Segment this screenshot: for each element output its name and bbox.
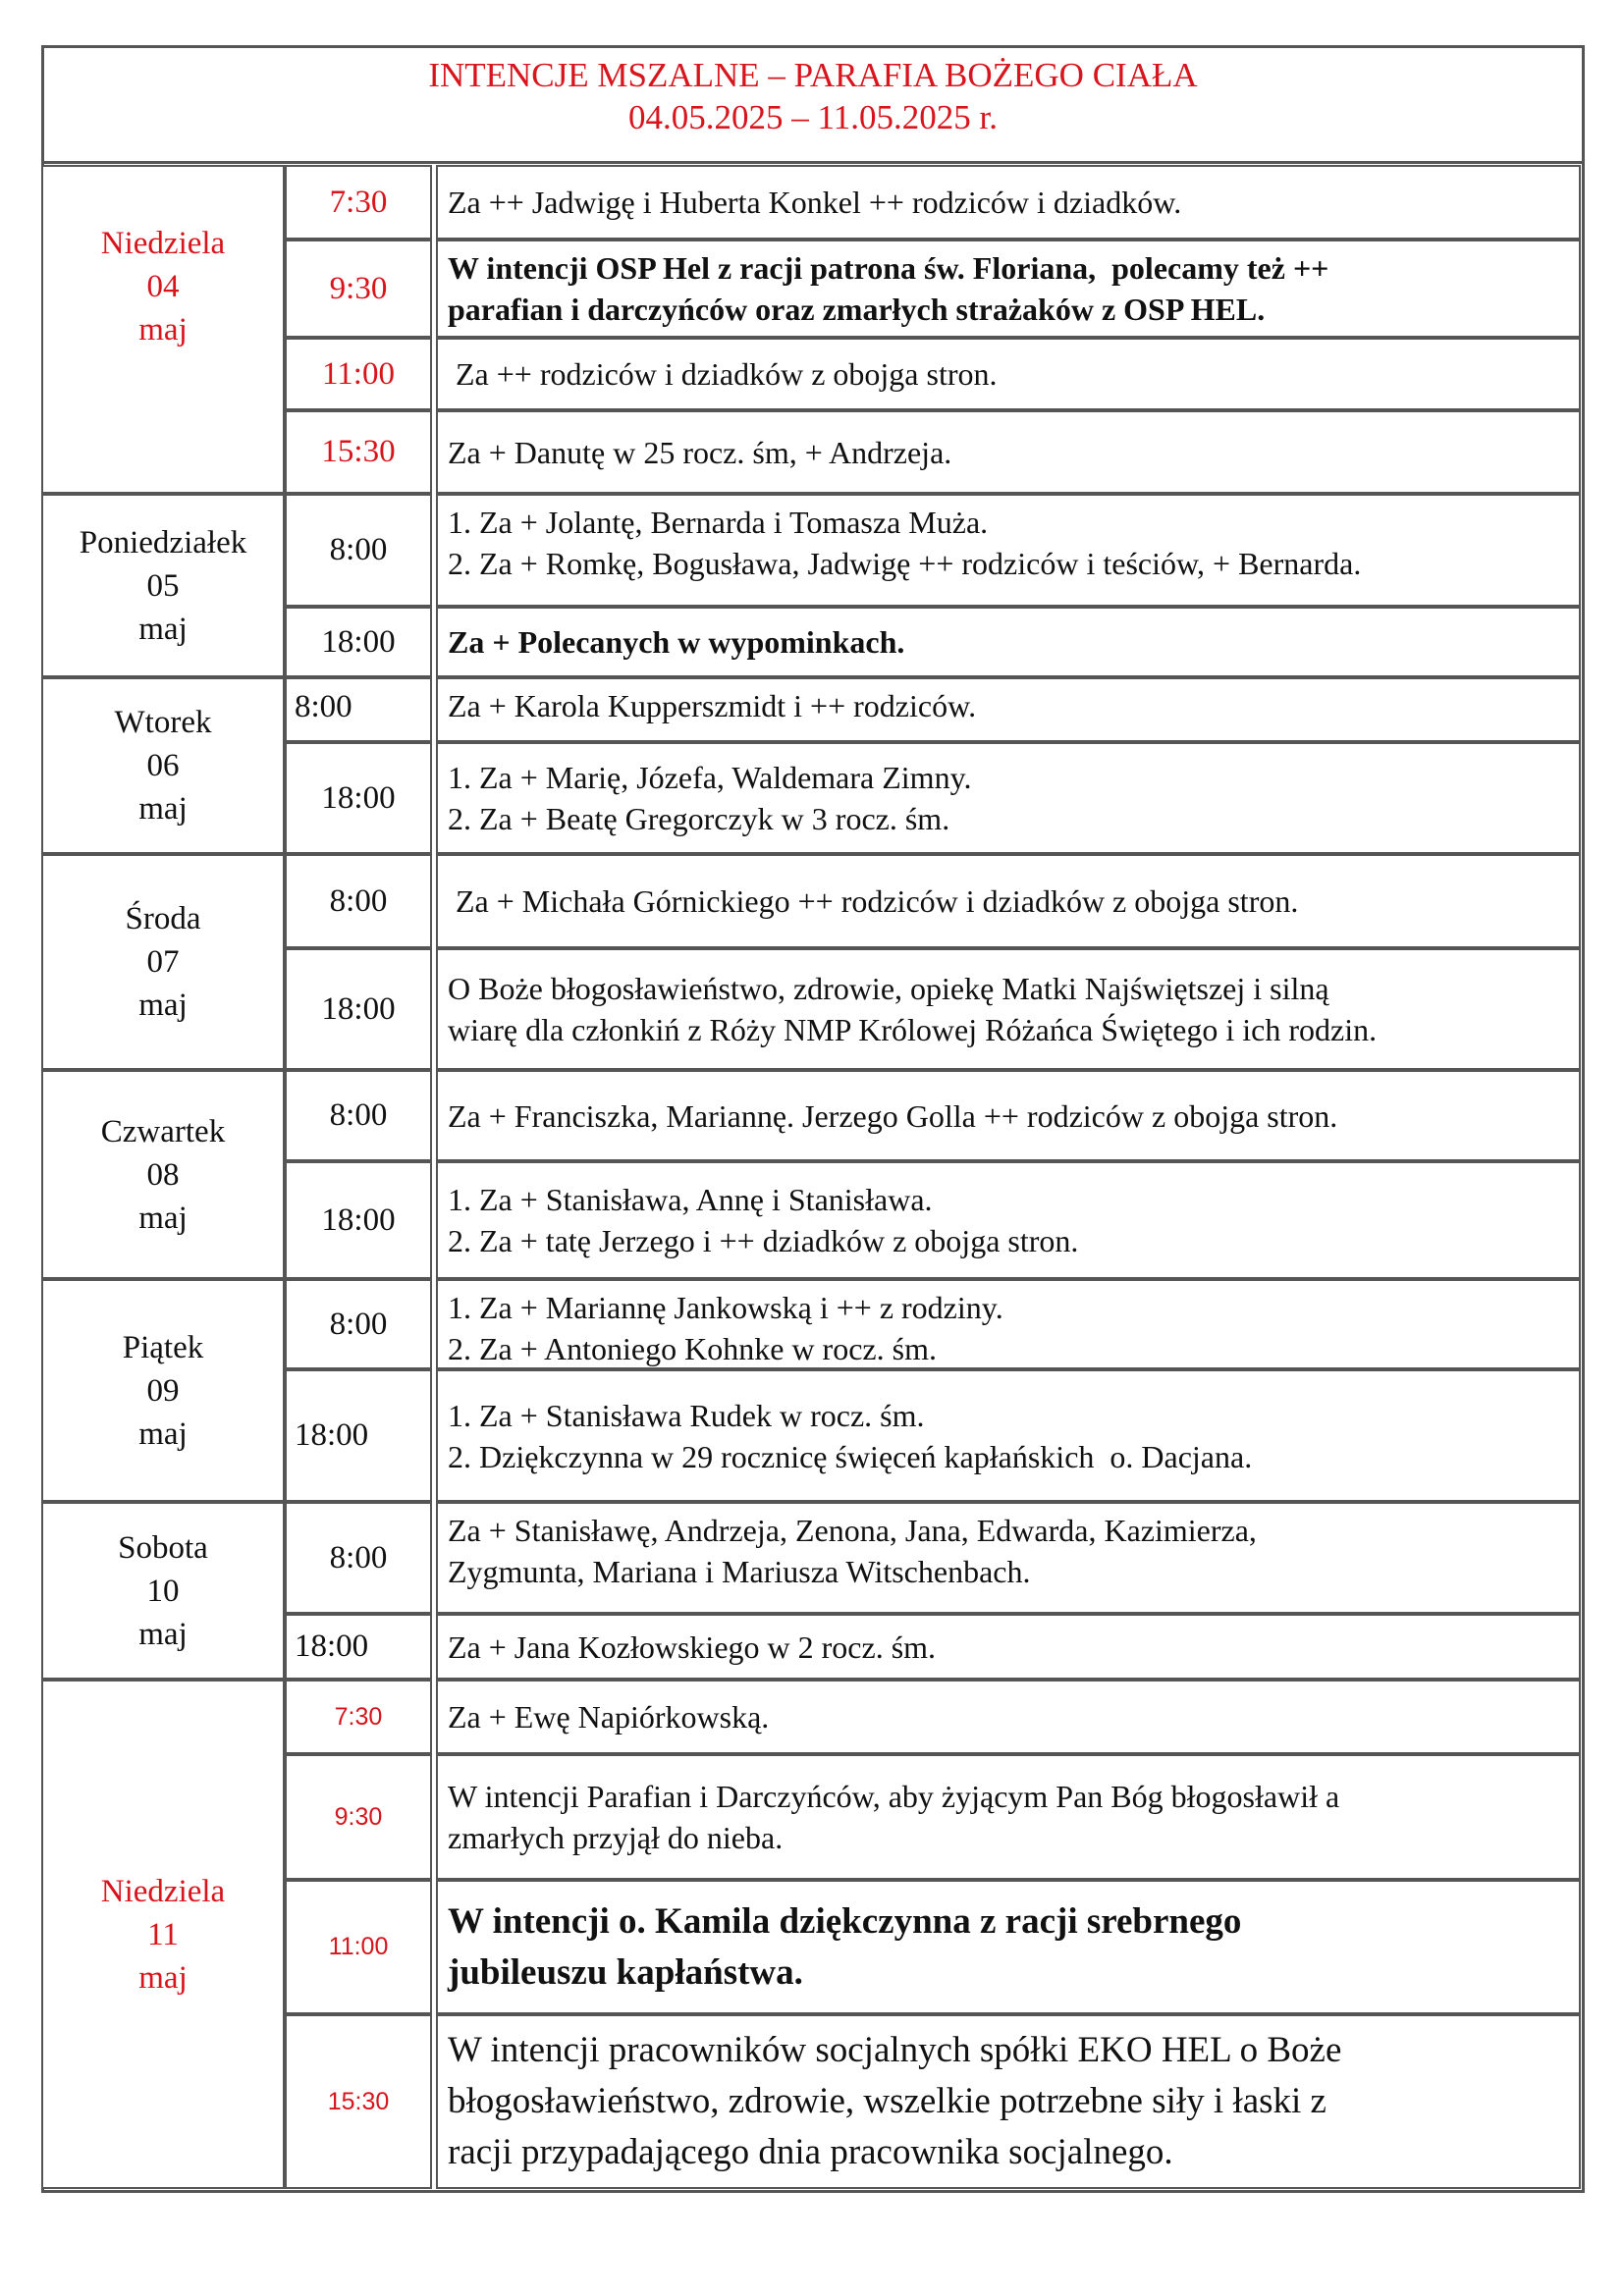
mass-time: 8:00	[285, 677, 432, 742]
mass-time: 8:00	[285, 1279, 432, 1369]
mass-intention	[436, 240, 1581, 338]
document-title: INTENCJE MSZALNE – PARAFIA BOŻEGO CIAŁA	[428, 56, 1198, 94]
mass-intention	[436, 2014, 1581, 2189]
intention-line: W intencji OSP Hel z racji patrona św. Floriana, polecamy też ++	[448, 250, 1329, 286]
intentions-document	[41, 45, 1585, 2193]
day-name: Wtorek	[114, 705, 212, 740]
intention-line: 2. Za + Antoniego Kohnke w rocz. śm.	[448, 1331, 937, 1366]
intention-line: parafian i darczyńców oraz zmarłych strażaków z OSP HEL.	[448, 292, 1266, 327]
day-date: 09	[146, 1372, 180, 1409]
intention-line: Za + Danutę w 25 rocz. śm, + Andrzeja.	[448, 434, 952, 470]
intention-line: Za + Polecanych w wypominkach.	[448, 624, 905, 660]
mass-time: 11:00	[285, 1880, 432, 2014]
mass-intention	[436, 1502, 1581, 1614]
mass-time: 8:00	[285, 854, 432, 948]
mass-intention	[436, 165, 1581, 240]
intention-line: 1. Za + Jolantę, Bernarda i Tomasza Muża.	[448, 505, 989, 540]
mass-time: 11:00	[285, 338, 432, 410]
mass-intention	[436, 1614, 1581, 1680]
intention-line: 1. Za + Mariannę Jankowską i ++ z rodziny.	[448, 1290, 1003, 1325]
mass-intention	[436, 677, 1581, 742]
day-cell	[41, 1070, 285, 1279]
day-month: maj	[138, 1959, 188, 1996]
day-month: maj	[138, 988, 188, 1023]
mass-time: 9:30	[285, 240, 432, 338]
intention-line: 1. Za + Marię, Józefa, Waldemara Zimny.	[448, 760, 972, 795]
intention-line: 2. Za + Beatę Gregorczyk w 3 rocz. śm.	[448, 801, 950, 836]
mass-intention	[436, 1880, 1581, 2014]
day-date: 05	[146, 567, 180, 604]
mass-intention	[436, 1070, 1581, 1161]
mass-intention	[436, 1754, 1581, 1880]
mass-intention	[436, 948, 1581, 1070]
intention-line: Za + Ewę Napiórkowską.	[448, 1699, 770, 1735]
intention-line: 2. Za + Romkę, Bogusława, Jadwigę ++ rodziców i teściów, + Bernarda.	[448, 546, 1362, 581]
mass-intention	[436, 1369, 1581, 1502]
intention-line: Za + Michała Górnickiego ++ rodziców i dziadków z obojga stron.	[448, 883, 1299, 919]
intention-line: Za ++ Jadwigę i Huberta Konkel ++ rodziców i dziadków.	[448, 185, 1182, 220]
mass-intention	[436, 607, 1581, 677]
intention-line: W intencji o. Kamila dziękczynna z racji srebrnego	[448, 1900, 1242, 1942]
intention-line: Zygmunta, Mariana i Mariusza Witschenbach.	[448, 1554, 1031, 1589]
mass-time: 18:00	[285, 1614, 432, 1680]
day-name: Piątek	[122, 1329, 204, 1365]
day-cell	[41, 1502, 285, 1680]
intention-line: Za ++ rodziców i dziadków z obojga stron.	[448, 356, 998, 392]
intention-line: Za + Jana Kozłowskiego w 2 rocz. śm.	[448, 1629, 937, 1665]
mass-intention	[436, 338, 1581, 410]
day-name: Poniedziałek	[79, 524, 247, 561]
day-name: Niedziela	[100, 226, 226, 261]
day-date: 07	[146, 944, 180, 980]
intention-line: racji przypadającego dnia pracownika socjalnego.	[448, 2132, 1173, 2172]
document-header	[44, 48, 1582, 164]
intention-line: 1. Za + Stanisława Rudek w rocz. śm.	[448, 1397, 925, 1433]
mass-time: 8:00	[285, 494, 432, 607]
intention-line: jubileuszu kapłaństwa.	[448, 1951, 803, 1993]
mass-time: 18:00	[285, 1161, 432, 1279]
day-cell	[41, 854, 285, 1070]
intention-line: 2. Dziękczynna w 29 rocznicę święceń kapłańskich o. Dacjana.	[448, 1438, 1253, 1474]
intention-line: W intencji Parafian i Darczyńców, aby żyjącym Pan Bóg błogosławił a	[448, 1779, 1340, 1814]
day-cell	[41, 1279, 285, 1502]
day-cell	[41, 165, 285, 494]
mass-intention	[436, 1161, 1581, 1279]
day-cell	[41, 677, 285, 854]
day-cell	[41, 494, 285, 677]
intention-line: Za + Karola Kupperszmidt i ++ rodziców.	[448, 688, 977, 723]
document-date-range: 04.05.2025 – 11.05.2025 r.	[628, 98, 998, 136]
day-cell	[41, 1680, 285, 2189]
mass-intention	[436, 1279, 1581, 1369]
mass-intention	[436, 742, 1581, 854]
mass-time: 8:00	[285, 1070, 432, 1161]
intention-line: Za + Stanisławę, Andrzeja, Zenona, Jana, Edwarda, Kazimierza,	[448, 1513, 1257, 1548]
mass-intention	[436, 410, 1581, 494]
mass-time: 18:00	[285, 607, 432, 677]
day-name: Środa	[125, 901, 201, 936]
day-name: Czwartek	[100, 1113, 226, 1149]
mass-time: 7:30	[285, 165, 432, 240]
mass-time: 8:00	[285, 1502, 432, 1614]
day-date: 11	[147, 1916, 179, 1952]
day-month: maj	[138, 312, 188, 347]
mass-time: 15:30	[285, 2014, 432, 2189]
intention-line: 2. Za + tatę Jerzego i ++ dziadków z obojga stron.	[448, 1223, 1079, 1258]
intention-line: O Boże błogosławieństwo, zdrowie, opiekę Matki Najświętszej i silną	[448, 971, 1329, 1006]
day-name: Sobota	[118, 1529, 208, 1566]
mass-time: 7:30	[285, 1680, 432, 1754]
intention-line: W intencji pracowników socjalnych spółki EKO HEL o Boże	[448, 2030, 1342, 2070]
day-month: maj	[138, 1616, 188, 1652]
day-month: maj	[138, 791, 188, 827]
day-month: maj	[138, 611, 188, 647]
mass-intention	[436, 854, 1581, 948]
day-name: Niedziela	[100, 1873, 226, 1909]
intention-line: zmarłych przyjął do nieba.	[448, 1820, 784, 1855]
intention-line: 1. Za + Stanisława, Annę i Stanisława.	[448, 1182, 933, 1217]
mass-intention	[436, 494, 1581, 607]
day-date: 04	[146, 269, 180, 304]
day-month: maj	[138, 1200, 188, 1236]
intention-line: wiarę dla członkiń z Róży NMP Królowej Różańca Świętego i ich rodzin.	[448, 1012, 1378, 1047]
day-date: 08	[146, 1156, 180, 1193]
mass-time: 18:00	[285, 742, 432, 854]
mass-time: 9:30	[285, 1754, 432, 1880]
mass-intention	[436, 1680, 1581, 1754]
intention-line: błogosławieństwo, zdrowie, wszelkie potrzebne siły i łaski z	[448, 2081, 1326, 2121]
day-date: 10	[146, 1573, 180, 1609]
mass-time: 15:30	[285, 410, 432, 494]
mass-time: 18:00	[285, 948, 432, 1070]
intention-line: Za + Franciszka, Mariannę. Jerzego Golla ++ rodziców z obojga stron.	[448, 1097, 1338, 1134]
mass-time: 18:00	[285, 1369, 432, 1502]
day-date: 06	[146, 748, 180, 783]
day-month: maj	[138, 1415, 188, 1452]
